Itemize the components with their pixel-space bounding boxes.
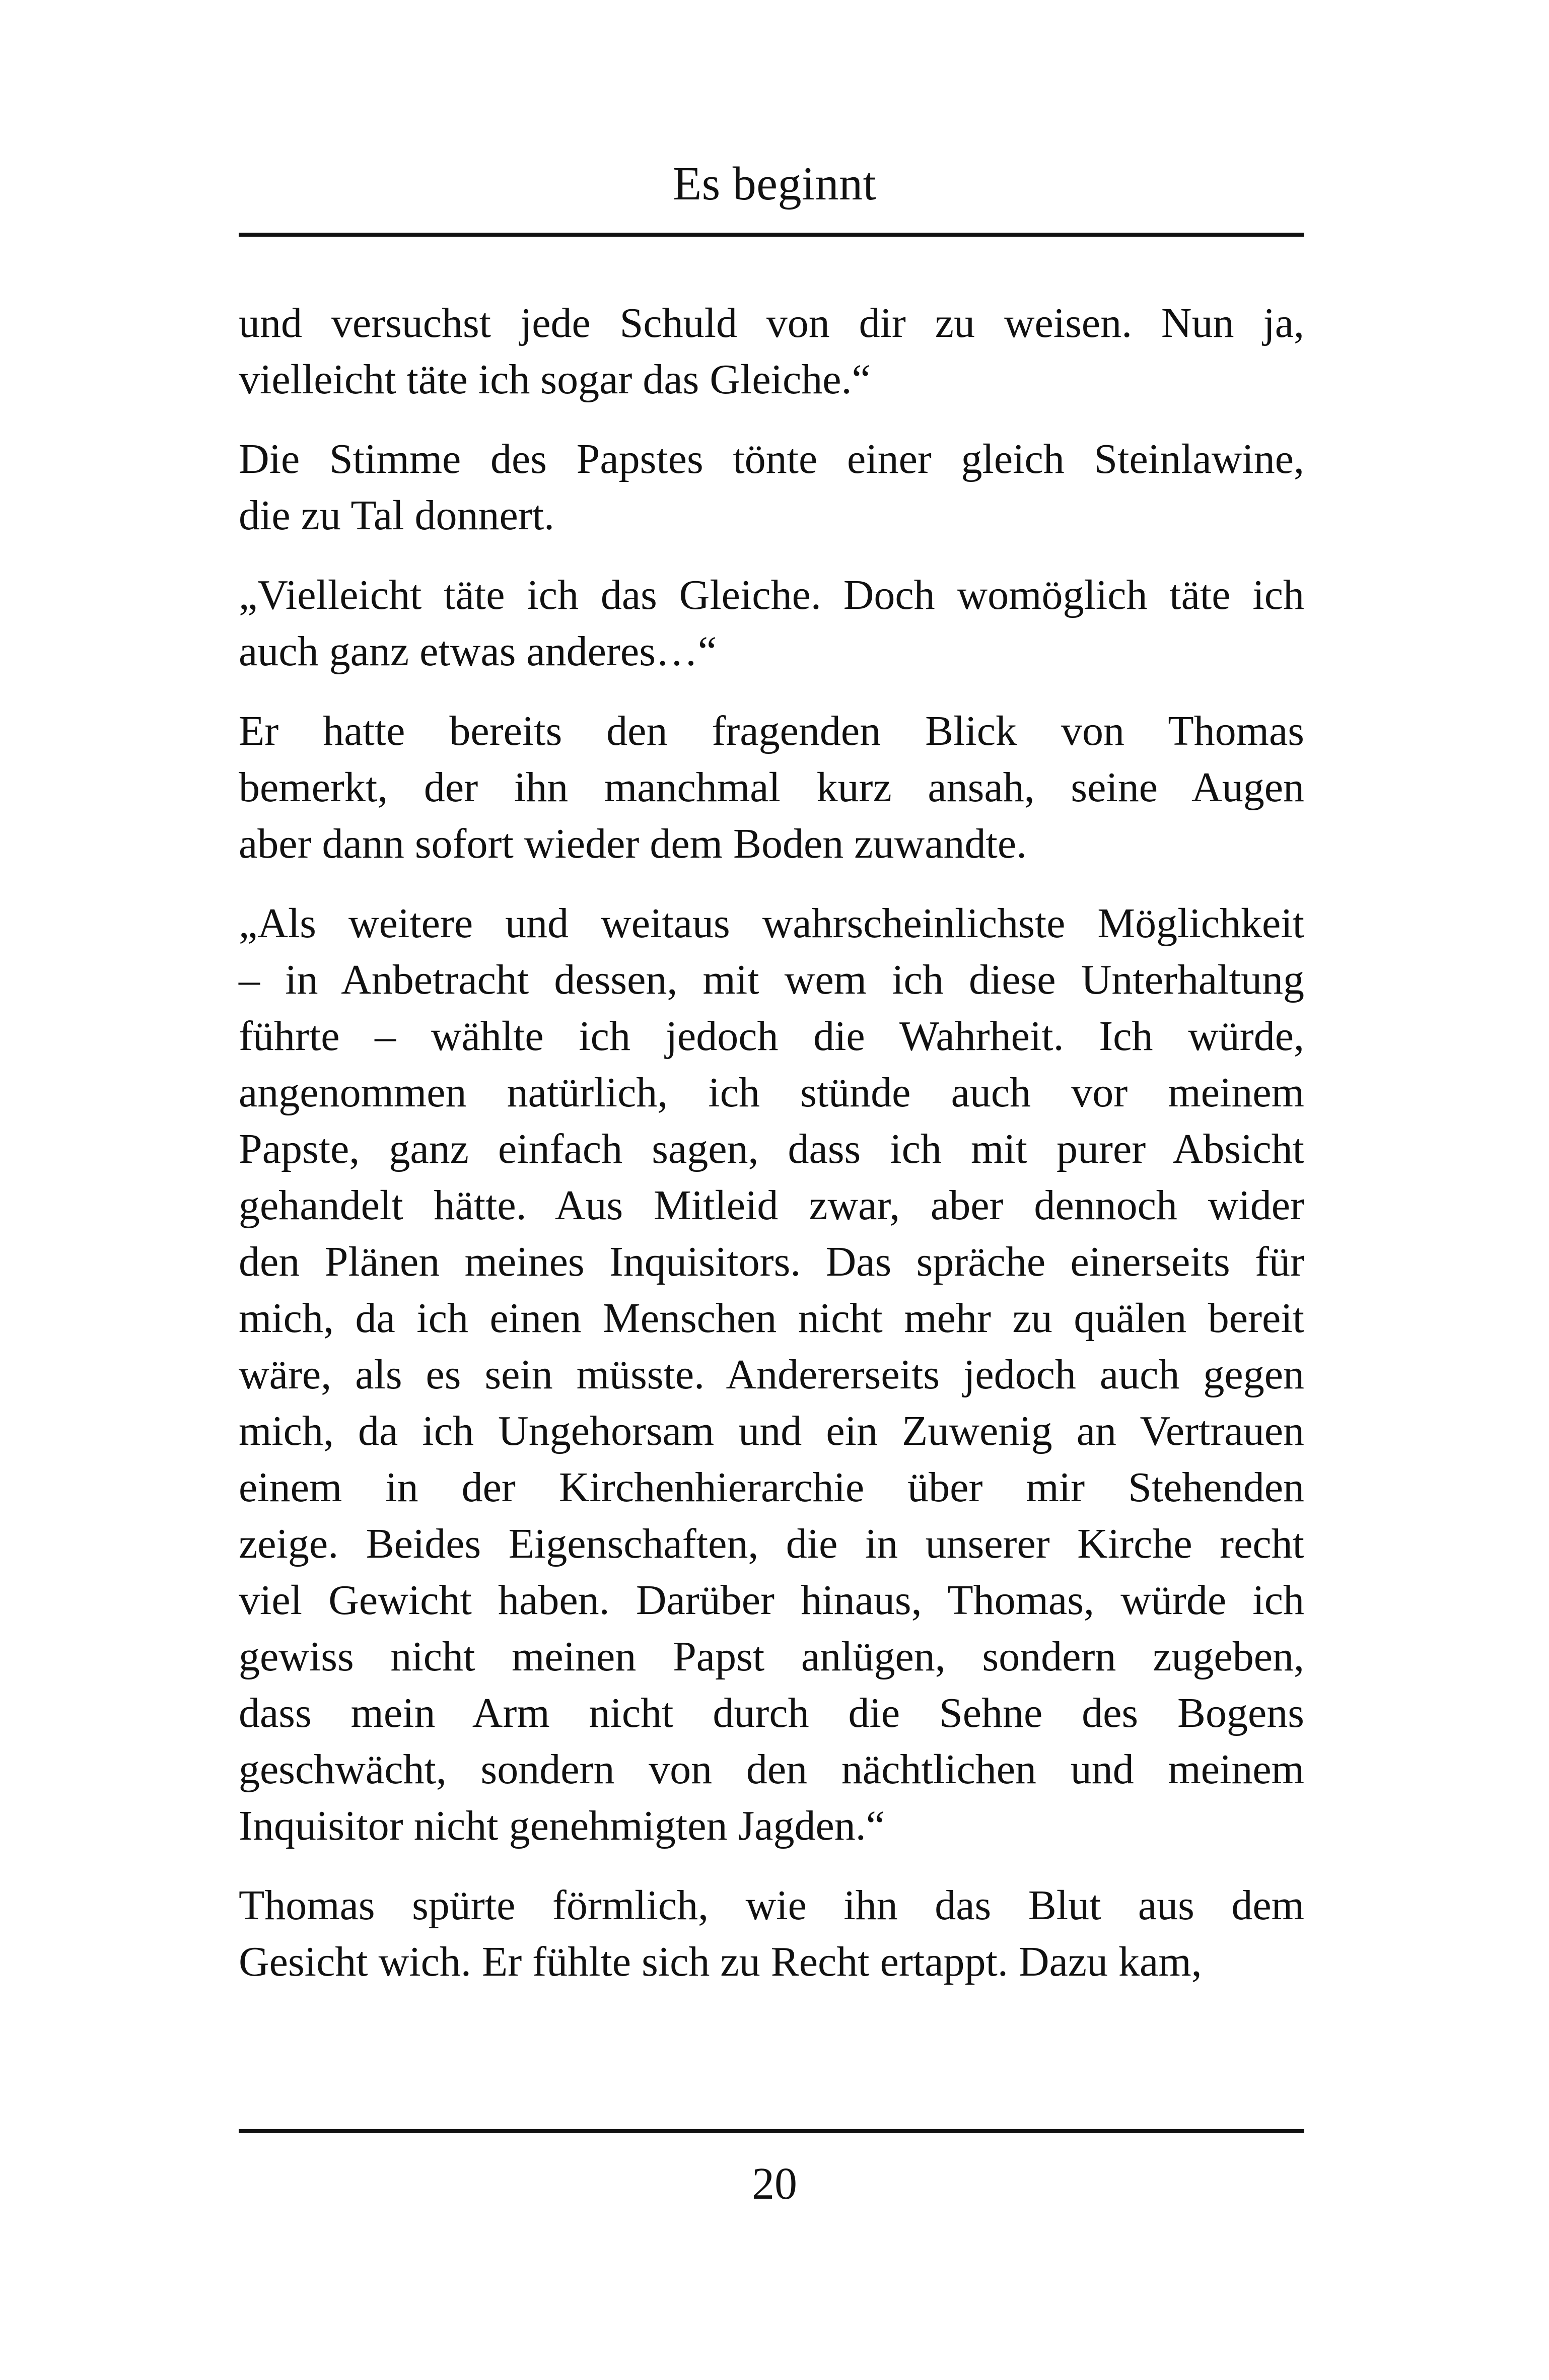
running-header-title: Es beginnt [672, 158, 877, 210]
text-line: einem in der Kirchenhierarchie über mir Stehenden [239, 1464, 1304, 1511]
footer-rule [239, 2129, 1304, 2133]
text-line: aber dann sofort wieder dem Boden zuwandte. [239, 820, 1027, 867]
text-line: und versuchst jede Schuld von dir zu weisen. Nun ja, [239, 300, 1304, 346]
text-line: „Vielleicht täte ich das Gleiche. Doch womöglich täte ich [239, 572, 1304, 618]
paragraph [239, 703, 1304, 872]
text-line: Die Stimme des Papstes tönte einer gleich Steinlawine, [239, 436, 1304, 482]
text-line: führte – wählte ich jedoch die Wahrheit. Ich würde, [239, 1013, 1304, 1060]
text-line: Thomas spürte förmlich, wie ihn das Blut aus dem [239, 1882, 1304, 1929]
paragraph [239, 1877, 1304, 1990]
text-line: angenommen natürlich, ich stünde auch vor meinem [239, 1069, 1304, 1116]
text-line: viel Gewicht haben. Darüber hinaus, Thomas, würde ich [239, 1577, 1304, 1624]
text-line: Gesicht wich. Er fühlte sich zu Recht ertappt. Dazu kam, [239, 1938, 1202, 1985]
text-line: Inquisitor nicht genehmigten Jagden.“ [239, 1802, 885, 1849]
text-line: dass mein Arm nicht durch die Sehne des Bogens [239, 1690, 1304, 1736]
text-line: gewiss nicht meinen Papst anlügen, sondern zugeben, [239, 1633, 1304, 1680]
text-line: den Plänen meines Inquisitors. Das spräche einerseits für [239, 1238, 1304, 1285]
body-text [239, 295, 1304, 2013]
text-line: wäre, als es sein müsste. Andererseits jedoch auch gegen [239, 1351, 1304, 1398]
text-line: mich, da ich Ungehorsam und ein Zuwenig an Vertrauen [239, 1408, 1304, 1454]
text-line: zeige. Beides Eigenschaften, die in unserer Kirche recht [239, 1520, 1304, 1567]
paragraph [239, 567, 1304, 680]
text-line: Papste, ganz einfach sagen, dass ich mit purer Absicht [239, 1126, 1304, 1172]
paragraph [239, 295, 1304, 408]
page-number: 20 [752, 2159, 797, 2209]
text-line: vielleicht täte ich sogar das Gleiche.“ [239, 356, 871, 403]
text-line: mich, da ich einen Menschen nicht mehr zu quälen bereit [239, 1295, 1304, 1342]
header-rule [239, 233, 1304, 237]
paragraph [239, 895, 1304, 1854]
text-line: die zu Tal donnert. [239, 492, 555, 539]
text-line: Er hatte bereits den fragenden Blick von Thomas [239, 708, 1304, 754]
paragraph [239, 431, 1304, 544]
text-line: – in Anbetracht dessen, mit wem ich diese Unterhaltung [239, 956, 1304, 1003]
text-line: bemerkt, der ihn manchmal kurz ansah, seine Augen [239, 764, 1304, 811]
text-line: „Als weitere und weitaus wahrscheinlichste Möglichkeit [239, 900, 1304, 947]
text-line: auch ganz etwas anderes…“ [239, 628, 717, 675]
text-line: gehandelt hätte. Aus Mitleid zwar, aber dennoch wider [239, 1182, 1304, 1229]
text-line: geschwächt, sondern von den nächtlichen und meinem [239, 1746, 1304, 1793]
